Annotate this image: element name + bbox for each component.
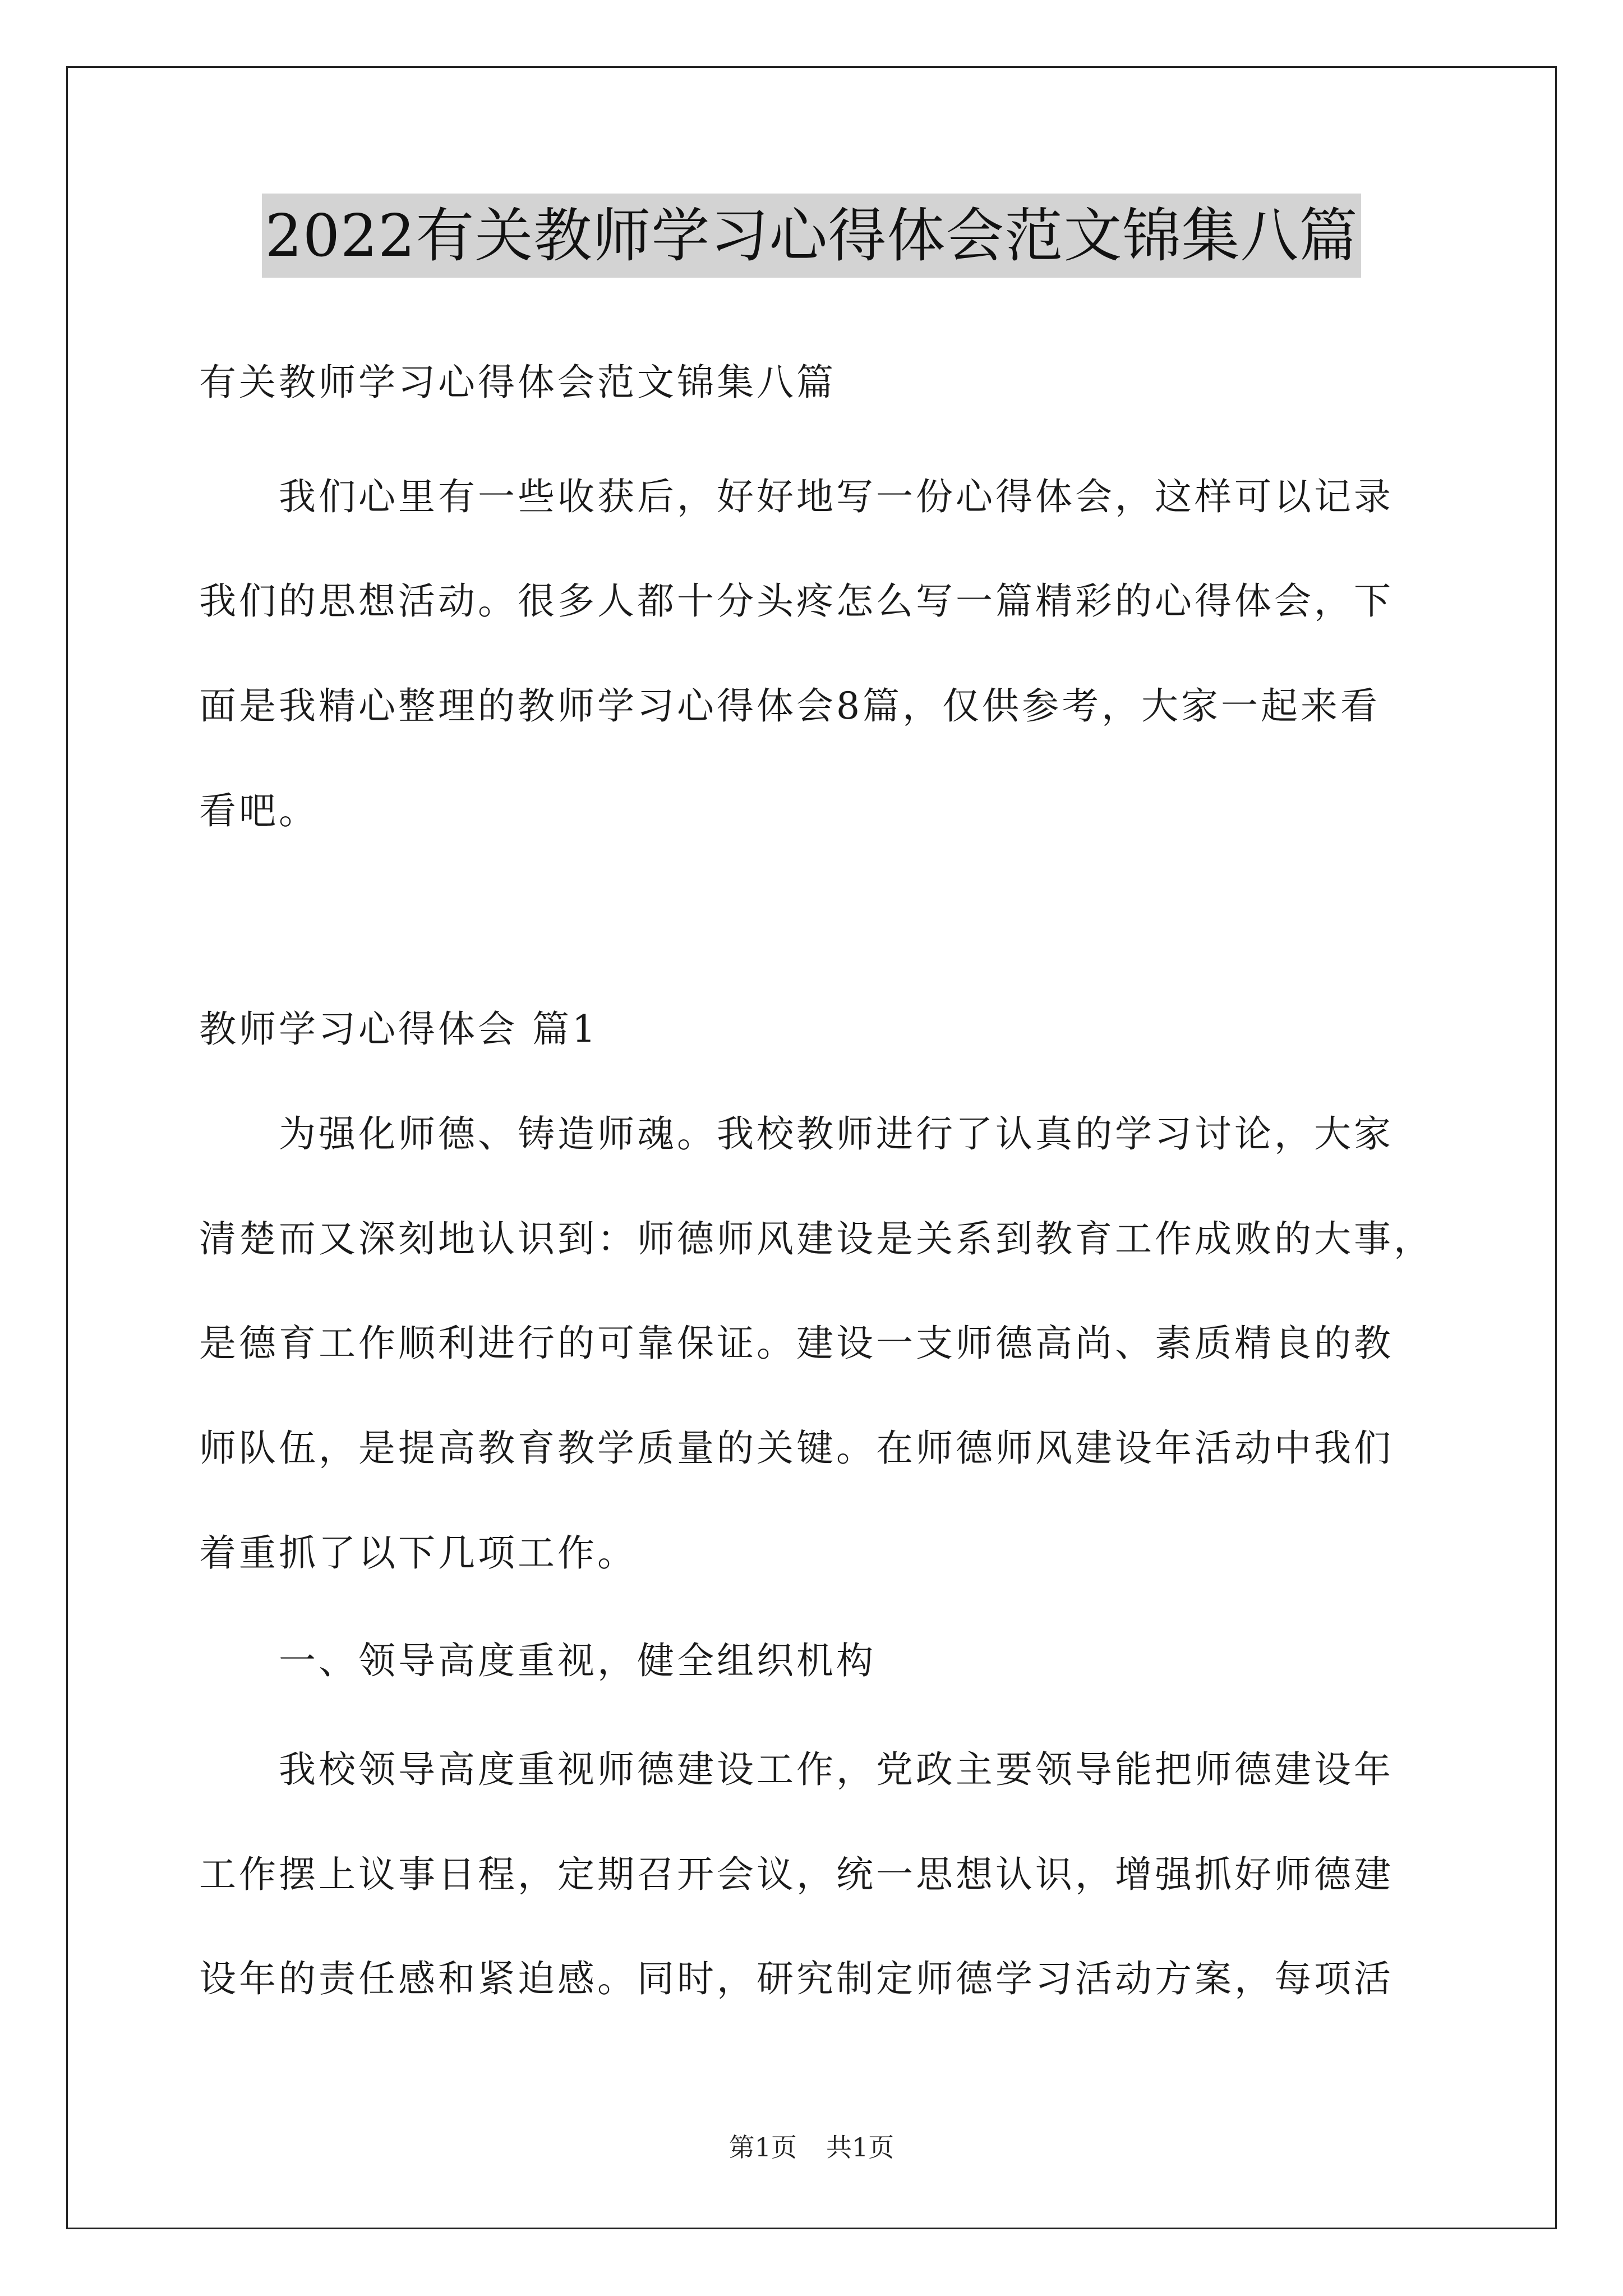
title-container [0, 194, 1623, 278]
paragraph-line: 面是我精心整理的教师学习心得体会8篇，仅供参考，大家一起来看 [199, 684, 1380, 728]
paragraph-line: 我们心里有一些收获后，好好地写一份心得体会，这样可以记录 [199, 475, 1394, 518]
paragraph-line: 我们的思想活动。很多人都十分头疼怎么写一篇精彩的心得体会，下 [199, 579, 1394, 623]
subsection-heading: 一、领导高度重视，健全组织机构 [199, 1639, 876, 1682]
document-title: 2022有关教师学习心得体会范文锦集八篇 [262, 194, 1362, 278]
paragraph-line: 工作摆上议事日程，定期召开会议，统一思想认识，增强抓好师德建 [199, 1853, 1394, 1896]
paragraph-line: 设年的责任感和紧迫感。同时，研究制定师德学习活动方案，每项活 [199, 1957, 1394, 2000]
paragraph-line: 清楚而又深刻地认识到：师德师风建设是关系到教育工作成败的大事， [199, 1217, 1433, 1260]
paragraph-line: 师队伍，是提高教育教学质量的关键。在师德师风建设年活动中我们 [199, 1427, 1394, 1470]
paragraph-line: 我校领导高度重视师德建设工作，党政主要领导能把师德建设年 [199, 1748, 1394, 1791]
page-number: 第1页 [728, 2132, 797, 2162]
paragraph-line: 着重抓了以下几项工作。 [199, 1531, 637, 1575]
page-footer [0, 2127, 1623, 2164]
page-total: 共1页 [826, 2132, 895, 2162]
paragraph-line: 是德育工作顺利进行的可靠保证。建设一支师德高尚、素质精良的教 [199, 1322, 1394, 1365]
paragraph-line: 看吧。 [199, 789, 319, 832]
section-heading: 教师学习心得体会 篇1 [199, 1007, 598, 1051]
paragraph-line: 为强化师德、铸造师魂。我校教师进行了认真的学习讨论，大家 [199, 1112, 1394, 1156]
paragraph-line: 有关教师学习心得体会范文锦集八篇 [199, 361, 836, 404]
